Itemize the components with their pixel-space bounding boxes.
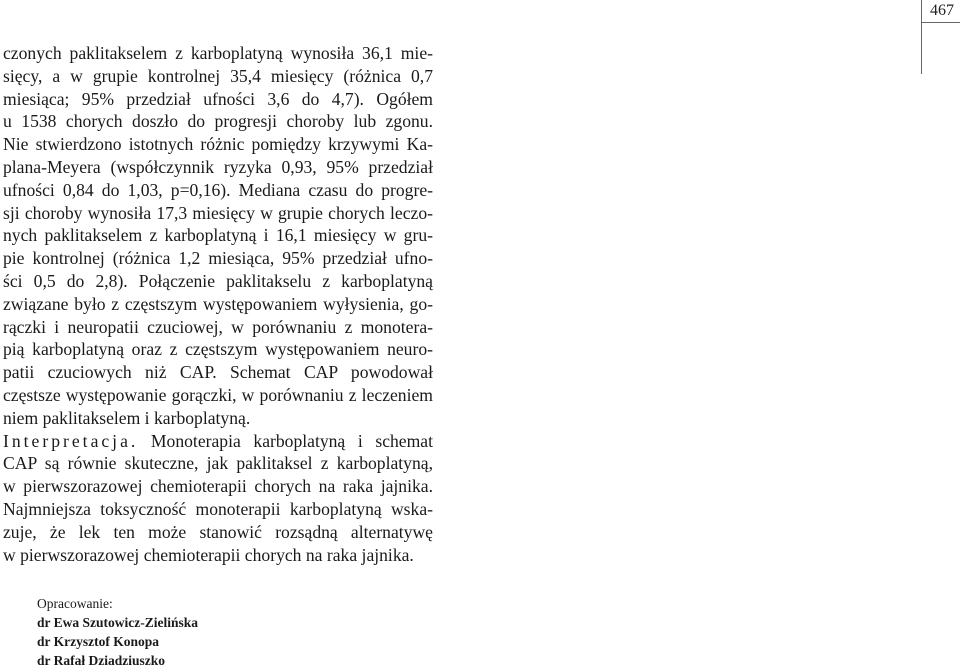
credits-heading: Opracowanie: — [37, 596, 113, 611]
interpretation-text: Monoterapia karboplatyną i schemat — [150, 430, 433, 451]
interpretation-line: w pierwszorazowej chemioterapii chorych na raka jajnika. — [3, 476, 433, 497]
body-line: czonych paklitakselem z karboplatyną wynosiła 36,1 mie- — [3, 43, 433, 63]
interpretation-first-line — [3, 430, 433, 453]
interpretation-line: w pierwszorazowej chemioterapii chorych na raka jajnika. — [3, 544, 414, 565]
body-line: miesiąca; 95% przedział ufności 3,6 do 4,7). Ogółem — [3, 88, 433, 109]
credits-block — [37, 594, 198, 670]
body-line: ści 0,5 do 2,8). Połączenie paklitakselu z karboplatyną — [3, 270, 433, 291]
body-line: Nie stwierdzono istotnych różnic pomiędzy krzywymi Ka- — [3, 134, 433, 155]
interpretation-line: Najmniejsza toksyczność monoterapii karboplatyną wska- — [3, 498, 433, 519]
interpretation-label: Interpretacja. — [3, 430, 139, 451]
body-line: ufności 0,84 do 1,03, p=0,16). Mediana czasu do progre- — [3, 179, 433, 200]
interpretation-line: CAP są równie skuteczne, jak paklitaksel z karboplatyną, — [3, 453, 433, 474]
body-line: związane było z częstszym występowaniem wyłysienia, go- — [3, 293, 433, 314]
credits-author: dr Krzysztof Konopa — [37, 634, 159, 649]
body-line: u 1538 chorych doszło do progresji choroby lub zgonu. — [3, 111, 433, 132]
body-line: niem paklitakselem i karboplatyną. — [3, 407, 251, 428]
body-line: pią karboplatyną oraz z częstszym występowaniem neuro- — [3, 339, 433, 360]
credits-author: dr Ewa Szutowicz-Zielińska — [37, 615, 199, 630]
corner-rule-horizontal — [921, 22, 960, 23]
body-line: sji choroby wynosiła 17,3 miesięcy w grupie chorych leczo- — [3, 202, 433, 223]
body-line: patii czuciowych niż CAP. Schemat CAP powodował — [3, 362, 433, 383]
page-number: 467 — [930, 2, 954, 19]
body-line: sięcy, a w grupie kontrolnej 35,4 miesięcy (różnica 0,7 — [3, 65, 433, 86]
corner-rule-vertical — [921, 0, 922, 74]
body-line: plana-Meyera (współczynnik ryzyka 0,93, 95% przedział — [3, 156, 433, 177]
body-line: nych paklitakselem z karboplatyną i 16,1 miesięcy w gru- — [3, 225, 433, 246]
credits-author: dr Rafał Dziadziuszko — [37, 653, 166, 668]
interpretation-line: zuje, że lek ten może stanowić rozsądną alternatywę — [3, 521, 433, 542]
article-body — [3, 42, 433, 566]
body-line: rączki i neuropatii czuciowej, w porównaniu z monotera- — [3, 316, 433, 337]
body-line: pie kontrolnej (różnica 1,2 miesiąca, 95% przedział ufno- — [3, 248, 433, 269]
body-line: częstsze występowanie gorączki, w porównaniu z leczeniem — [3, 384, 433, 405]
